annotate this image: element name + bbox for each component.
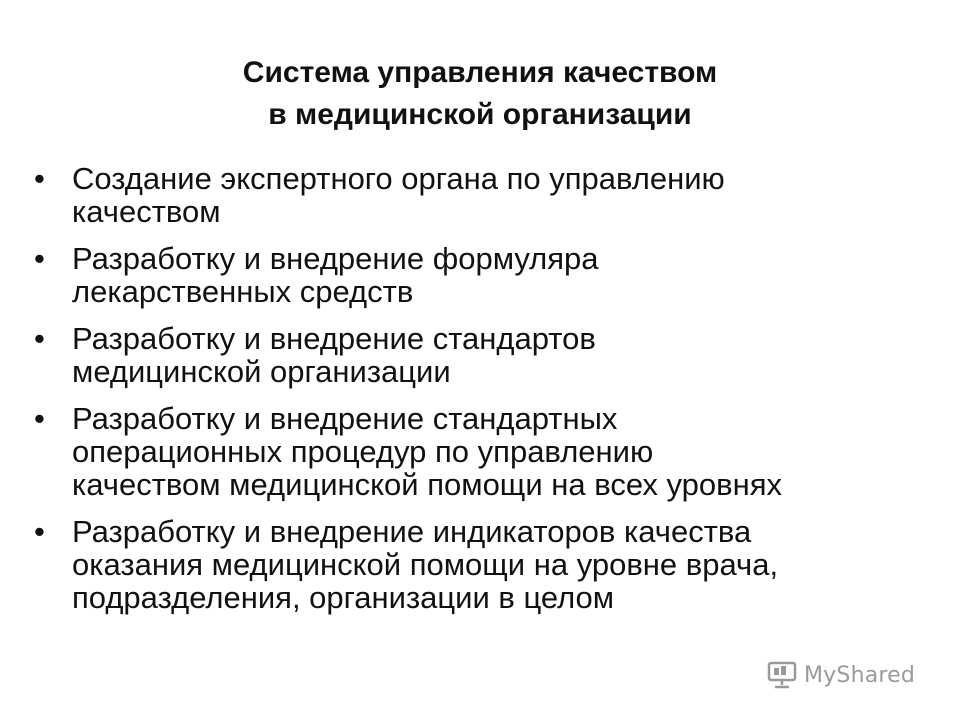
bullet-marker: • — [34, 401, 45, 436]
watermark-logo[interactable] — [766, 657, 915, 693]
bullet-line: операционных процедур по управлению — [72, 434, 654, 469]
bullet-line: Разработку и внедрение формуляра — [72, 241, 599, 276]
bullet-marker: • — [34, 321, 45, 356]
bullet-line: медицинской организации — [72, 354, 451, 389]
slide-title-line-2: в медицинской организации — [268, 98, 692, 131]
bullet-line: Разработку и внедрение стандартных — [72, 401, 618, 436]
slide-title-line-1: Система управления качеством — [242, 56, 718, 89]
bullet-item — [30, 402, 940, 501]
bullet-item — [30, 162, 940, 228]
bullet-item — [30, 322, 940, 388]
bullet-text — [72, 242, 940, 308]
bullet-item — [30, 515, 940, 614]
bullet-text — [72, 322, 940, 388]
bullet-line: Разработку и внедрение стандартов — [72, 321, 596, 356]
bullet-line: лекарственных средств — [72, 274, 414, 309]
presentation-screen-icon — [766, 660, 798, 690]
bullet-text — [72, 162, 940, 228]
bullet-line: Разработку и внедрение индикаторов качества — [72, 514, 752, 549]
bullet-marker: • — [34, 241, 45, 276]
bullet-item — [30, 242, 940, 308]
bullet-marker: • — [34, 161, 45, 196]
bullet-line: оказания медицинской помощи на уровне врача, — [72, 547, 779, 582]
bullet-line: подразделения, организации в целом — [72, 580, 615, 615]
bullet-text — [72, 515, 940, 614]
bullet-line: Создание экспертного органа по управлению — [72, 161, 725, 196]
slide-title — [0, 52, 960, 136]
watermark-text: MyShared — [804, 662, 916, 688]
bullet-marker: • — [34, 514, 45, 549]
bullet-line: качеством — [72, 194, 221, 229]
bullet-line: качеством медицинской помощи на всех уровнях — [72, 467, 783, 502]
bullet-list — [30, 162, 940, 628]
bullet-text — [72, 402, 940, 501]
